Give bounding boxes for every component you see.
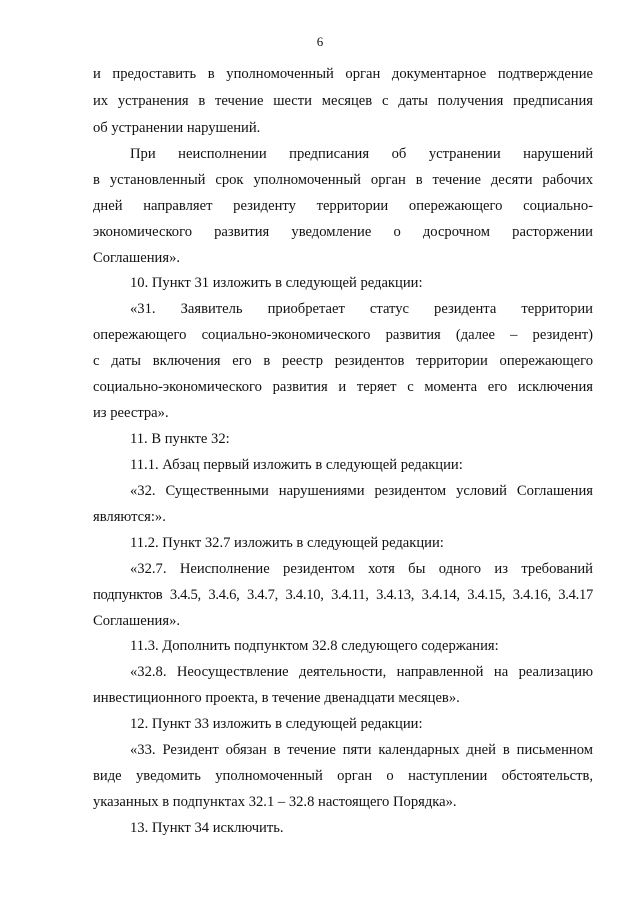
text-line: 11.3. Дополнить подпунктом 32.8 следующего содержания: (130, 638, 499, 654)
text-line: 11.2. Пункт 32.7 изложить в следующей редакции: (130, 535, 444, 551)
text-line: указанных в подпунктах 32.1 – 32.8 настоящего Порядка». (93, 794, 457, 810)
text-line: экономического развития уведомление о досрочном расторжении (93, 224, 593, 240)
text-line: опережающего социально-экономического развития (далее – резидент) (93, 327, 593, 343)
text-line: 11. В пункте 32: (130, 431, 230, 447)
page-number: 6 (316, 34, 324, 49)
text-line: «33. Резидент обязан в течение пяти календарных дней в письменном (130, 742, 593, 758)
text-line: являются:». (93, 509, 166, 525)
text-line: об устранении нарушений. (93, 120, 261, 136)
text-line: с даты включения его в реестр резидентов территории опережающего (93, 353, 593, 369)
text-line: 12. Пункт 33 изложить в следующей редакции: (130, 716, 423, 732)
text-line: «32. Существенными нарушениями резидентом условий Соглашения (130, 483, 593, 499)
text-line: Соглашения». (93, 613, 181, 629)
text-line: их устранения в течение шести месяцев с даты получения предписания (93, 93, 593, 109)
text-line: в установленный срок уполномоченный орган в течение десяти рабочих (93, 172, 593, 188)
text-line: 10. Пункт 31 изложить в следующей редакции: (130, 275, 423, 291)
text-line: инвестиционного проекта, в течение двенадцати месяцев». (93, 690, 460, 706)
text-line: «31. Заявитель приобретает статус резидента территории (130, 301, 593, 317)
text-line: из реестра». (93, 405, 169, 421)
text-line: «32.7. Неисполнение резидентом хотя бы одного из требований (130, 561, 593, 577)
text-line: социально-экономического развития и теряет с момента его исключения (93, 379, 593, 395)
text-line: Соглашения». (93, 250, 181, 266)
text-line: подпунктов 3.4.5, 3.4.6, 3.4.7, 3.4.10, 3.4.11, 3.4.13, 3.4.14, 3.4.15, 3.4.16, 3.4.17 (93, 587, 593, 603)
text-line: 11.1. Абзац первый изложить в следующей редакции: (130, 457, 463, 473)
text-line: При неисполнении предписания об устранении нарушений (130, 146, 593, 162)
text-line: 13. Пункт 34 исключить. (130, 820, 284, 836)
text-line: дней направляет резиденту территории опережающего социально- (93, 198, 593, 214)
text-line: «32.8. Неосуществление деятельности, направленной на реализацию (130, 664, 593, 680)
text-line: виде уведомить уполномоченный орган о наступлении обстоятельств, (93, 768, 593, 784)
text-line: и предоставить в уполномоченный орган документарное подтверждение (93, 66, 593, 82)
